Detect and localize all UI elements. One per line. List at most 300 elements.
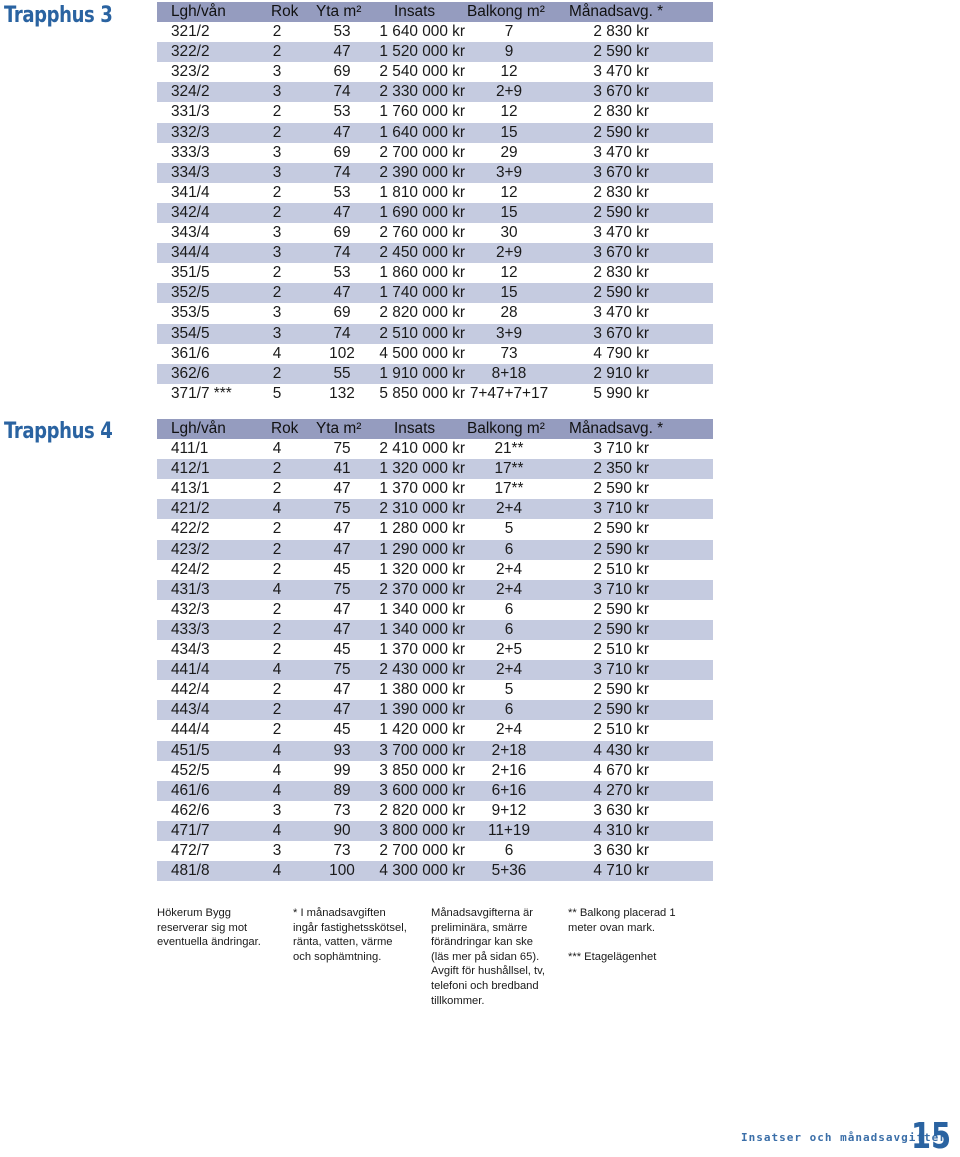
- table-cell: 2: [272, 23, 282, 41]
- table-cell: 354/5: [171, 324, 210, 342]
- table-cell: 2+16: [491, 761, 527, 779]
- table-cell: 4: [272, 440, 282, 458]
- table-cell: 2 590 kr: [593, 540, 649, 558]
- table-header-row: [157, 419, 713, 439]
- note-line: (läs mer på sidan 65).: [431, 950, 540, 963]
- table-cell: 2 390 000 kr: [379, 163, 465, 181]
- table-cell: 1 860 000 kr: [379, 264, 465, 282]
- table-cell: 413/1: [171, 480, 210, 498]
- table-cell: 2: [272, 721, 282, 739]
- table-cell: 15: [500, 284, 518, 302]
- table-cell: 53: [333, 103, 351, 121]
- table-cell: 431/3: [171, 580, 210, 598]
- table-cell: 73: [500, 344, 518, 362]
- table-cell: 444/4: [171, 721, 210, 739]
- table-row: [157, 620, 713, 640]
- table-cell: 2+5: [495, 641, 523, 659]
- column-header: Yta m²: [316, 3, 362, 20]
- table-cell: 12: [500, 63, 518, 81]
- table-cell: 1 910 000 kr: [379, 364, 465, 382]
- table-cell: 4 310 kr: [593, 821, 649, 839]
- table-cell: 1 640 000 kr: [379, 123, 465, 141]
- table-cell: 2: [272, 364, 282, 382]
- table-cell: 47: [333, 123, 351, 141]
- table-row: [157, 344, 713, 364]
- table-cell: 333/3: [171, 143, 210, 161]
- table-cell: 1 810 000 kr: [379, 183, 465, 201]
- table-cell: 3 710 kr: [593, 440, 649, 458]
- table-cell: 12: [500, 264, 518, 282]
- table-cell: 371/7 ***: [171, 384, 232, 402]
- table-cell: 2: [272, 203, 282, 221]
- table-cell: 344/4: [171, 244, 210, 262]
- table-cell: 442/4: [171, 681, 210, 699]
- note-line: eventuella ändringar.: [157, 936, 261, 949]
- table-cell: 6: [504, 841, 514, 859]
- table-cell: 1 370 000 kr: [379, 641, 465, 659]
- table-cell: 6: [504, 701, 514, 719]
- table-cell: 2+4: [495, 580, 523, 598]
- table-cell: 1 340 000 kr: [379, 620, 465, 638]
- table-cell: 2: [272, 480, 282, 498]
- table-cell: 2 310 000 kr: [379, 500, 465, 518]
- table-cell: 2 590 kr: [593, 600, 649, 618]
- table-cell: 3+9: [495, 163, 523, 181]
- table-cell: 1 420 000 kr: [379, 721, 465, 739]
- table-cell: 53: [333, 183, 351, 201]
- table-cell: 12: [500, 183, 518, 201]
- table-cell: 2 590 kr: [593, 620, 649, 638]
- table-cell: 2: [272, 540, 282, 558]
- table-cell: 2: [272, 620, 282, 638]
- table-cell: 6: [504, 620, 514, 638]
- table-cell: 75: [333, 661, 351, 679]
- table-row: [157, 761, 713, 781]
- note-preliminary-fees: [431, 906, 545, 1008]
- table-cell: 3 670 kr: [593, 163, 649, 181]
- table-cell: 1 380 000 kr: [379, 681, 465, 699]
- table-cell: 3 630 kr: [593, 801, 649, 819]
- table-cell: 53: [333, 23, 351, 41]
- table-cell: 47: [333, 701, 351, 719]
- table-cell: 74: [333, 163, 351, 181]
- table-cell: 4: [272, 821, 282, 839]
- column-header: Yta m²: [316, 420, 362, 437]
- table-cell: 2+4: [495, 721, 523, 739]
- table-row: [157, 303, 713, 323]
- table-cell: 3 670 kr: [593, 244, 649, 262]
- table-cell: 2: [272, 43, 282, 61]
- table-row: [157, 143, 713, 163]
- note-line: ** Balkong placerad 1: [568, 907, 676, 919]
- apartment-table-trapphus-3: [157, 2, 713, 404]
- table-cell: 4: [272, 781, 282, 799]
- table-cell: 2 590 kr: [593, 681, 649, 699]
- note-line: och sophämtning.: [293, 950, 382, 963]
- column-header: Balkong m²: [467, 420, 545, 437]
- column-header: Rok: [271, 420, 299, 437]
- table-row: [157, 499, 713, 519]
- table-cell: 30: [500, 224, 518, 242]
- column-header: Lgh/vån: [171, 420, 226, 437]
- note-line: Avgift för hushållsel, tv,: [431, 965, 545, 978]
- table-cell: 47: [333, 520, 351, 538]
- table-cell: 15: [500, 123, 518, 141]
- table-row: [157, 479, 713, 499]
- table-cell: 3: [272, 63, 282, 81]
- table-row: [157, 741, 713, 761]
- table-row: [157, 384, 713, 404]
- table-cell: 73: [333, 801, 351, 819]
- table-cell: 1 320 000 kr: [379, 560, 465, 578]
- table-cell: 9+12: [491, 801, 527, 819]
- table-cell: 3+9: [495, 324, 523, 342]
- table-cell: 47: [333, 600, 351, 618]
- table-cell: 2 820 000 kr: [379, 801, 465, 819]
- table-cell: 3 700 000 kr: [379, 741, 465, 759]
- table-cell: 47: [333, 43, 351, 61]
- table-cell: 334/3: [171, 163, 210, 181]
- table-cell: 331/3: [171, 103, 210, 121]
- table-cell: 29: [500, 143, 518, 161]
- table-cell: 471/7: [171, 821, 210, 839]
- column-header: Lgh/vån: [171, 3, 226, 20]
- column-header: Månadsavg. *: [569, 3, 664, 20]
- table-cell: 73: [333, 841, 351, 859]
- table-cell: 2: [272, 284, 282, 302]
- footer-section-label: Insatser och månadsavgifter: [741, 1131, 947, 1144]
- table-cell: 361/6: [171, 344, 210, 362]
- table-cell: 47: [333, 480, 351, 498]
- table-cell: 472/7: [171, 841, 210, 859]
- table-cell: 11+19: [487, 821, 531, 839]
- table-cell: 2 410 000 kr: [379, 440, 465, 458]
- table-cell: 3 800 000 kr: [379, 821, 465, 839]
- column-header: Balkong m²: [467, 3, 545, 20]
- column-header: Insats: [394, 3, 436, 20]
- table-cell: 2 450 000 kr: [379, 244, 465, 262]
- note-balcony-footnotes: [568, 906, 676, 964]
- table-row: [157, 102, 713, 122]
- table-cell: 3: [272, 224, 282, 242]
- table-cell: 2 590 kr: [593, 284, 649, 302]
- table-cell: 2 590 kr: [593, 480, 649, 498]
- table-cell: 3 600 000 kr: [379, 781, 465, 799]
- note-line: * I månadsavgiften: [293, 907, 386, 919]
- table-cell: 1 760 000 kr: [379, 103, 465, 121]
- table-cell: 2 590 kr: [593, 520, 649, 538]
- table-cell: 3 630 kr: [593, 841, 649, 859]
- table-cell: 4 270 kr: [593, 781, 649, 799]
- table-row: [157, 439, 713, 459]
- note-line: Månadsavgifterna är: [431, 907, 533, 919]
- note-line: förändringar kan ske: [431, 936, 533, 949]
- table-cell: 75: [333, 440, 351, 458]
- table-cell: 2 820 000 kr: [379, 304, 465, 322]
- table-cell: 2: [272, 264, 282, 282]
- table-cell: 17**: [494, 480, 524, 498]
- table-cell: 1 390 000 kr: [379, 701, 465, 719]
- table-row: [157, 62, 713, 82]
- table-row: [157, 821, 713, 841]
- note-line: preliminära, smärre: [431, 921, 528, 934]
- table-row: [157, 243, 713, 263]
- table-cell: 3 670 kr: [593, 324, 649, 342]
- table-cell: 2 700 000 kr: [379, 143, 465, 161]
- table-cell: 443/4: [171, 701, 210, 719]
- note-line: Hökerum Bygg: [157, 907, 231, 919]
- table-cell: 323/2: [171, 63, 210, 81]
- table-cell: 2: [272, 701, 282, 719]
- table-cell: 69: [333, 224, 351, 242]
- table-row: [157, 223, 713, 243]
- table-cell: 341/4: [171, 183, 210, 201]
- note-line: *** Etagelägenhet: [568, 950, 657, 963]
- table-row: [157, 364, 713, 384]
- table-cell: 2 510 kr: [593, 721, 649, 739]
- table-cell: 423/2: [171, 540, 210, 558]
- table-cell: 4: [272, 661, 282, 679]
- table-row: [157, 183, 713, 203]
- table-cell: 452/5: [171, 761, 210, 779]
- table-cell: 2: [272, 460, 282, 478]
- section-title-trapphus-3: Trapphus 3: [4, 3, 113, 28]
- table-cell: 2 700 000 kr: [379, 841, 465, 859]
- table-cell: 362/6: [171, 364, 210, 382]
- table-cell: 4: [272, 761, 282, 779]
- table-cell: 12: [500, 103, 518, 121]
- note-line: reserverar sig mot: [157, 921, 248, 934]
- column-header: Rok: [271, 3, 299, 20]
- table-cell: 6+16: [491, 781, 527, 799]
- table-cell: 41: [333, 460, 351, 478]
- table-header-row: [157, 2, 713, 22]
- table-cell: 6: [504, 600, 514, 618]
- table-cell: 47: [333, 681, 351, 699]
- table-row: [157, 801, 713, 821]
- table-cell: 3: [272, 304, 282, 322]
- table-cell: 75: [333, 580, 351, 598]
- table-row: [157, 680, 713, 700]
- table-cell: 342/4: [171, 203, 210, 221]
- table-cell: 1 640 000 kr: [379, 23, 465, 41]
- table-cell: 3: [272, 244, 282, 262]
- table-cell: 4 670 kr: [593, 761, 649, 779]
- table-cell: 74: [333, 324, 351, 342]
- section-title-trapphus-4: Trapphus 4: [4, 419, 113, 444]
- table-cell: 2 590 kr: [593, 203, 649, 221]
- table-cell: 2+4: [495, 560, 523, 578]
- table-cell: 3 710 kr: [593, 500, 649, 518]
- table-cell: 2 590 kr: [593, 123, 649, 141]
- table-cell: 1 690 000 kr: [379, 203, 465, 221]
- table-row: [157, 324, 713, 344]
- table-cell: 99: [333, 761, 351, 779]
- table-cell: 2: [272, 681, 282, 699]
- table-cell: 6: [504, 540, 514, 558]
- table-cell: 3: [272, 841, 282, 859]
- table-row: [157, 640, 713, 660]
- table-cell: 2 370 000 kr: [379, 580, 465, 598]
- table-cell: 4: [272, 500, 282, 518]
- table-cell: 3: [272, 143, 282, 161]
- table-cell: 461/6: [171, 781, 210, 799]
- apartment-table-trapphus-4: [157, 419, 713, 881]
- table-row: [157, 540, 713, 560]
- table-row: [157, 203, 713, 223]
- table-cell: 1 370 000 kr: [379, 480, 465, 498]
- table-cell: 2 830 kr: [593, 23, 649, 41]
- note-line: tillkommer.: [431, 994, 485, 1007]
- table-cell: 353/5: [171, 304, 210, 322]
- table-cell: 132: [329, 384, 355, 402]
- table-cell: 93: [333, 741, 351, 759]
- table-cell: 3 710 kr: [593, 580, 649, 598]
- table-row: [157, 841, 713, 861]
- table-cell: 3 470 kr: [593, 63, 649, 81]
- table-cell: 1 320 000 kr: [379, 460, 465, 478]
- table-cell: 47: [333, 620, 351, 638]
- table-cell: 2 510 kr: [593, 560, 649, 578]
- note-monthly-fee-includes: [293, 906, 407, 964]
- table-cell: 74: [333, 83, 351, 101]
- table-row: [157, 600, 713, 620]
- table-cell: 45: [333, 641, 351, 659]
- table-cell: 434/3: [171, 641, 210, 659]
- table-cell: 2: [272, 520, 282, 538]
- table-row: [157, 123, 713, 143]
- table-cell: 1 520 000 kr: [379, 43, 465, 61]
- table-cell: 2 830 kr: [593, 103, 649, 121]
- table-cell: 69: [333, 304, 351, 322]
- table-cell: 2 910 kr: [593, 364, 649, 382]
- table-cell: 2: [272, 183, 282, 201]
- table-cell: 47: [333, 284, 351, 302]
- note-line: ingår fastighetsskötsel,: [293, 921, 407, 934]
- table-cell: 69: [333, 63, 351, 81]
- table-cell: 411/1: [171, 440, 209, 458]
- table-cell: 2 330 000 kr: [379, 83, 465, 101]
- table-cell: 3: [272, 163, 282, 181]
- table-cell: 45: [333, 560, 351, 578]
- table-cell: 5+36: [491, 862, 527, 880]
- table-cell: 2 590 kr: [593, 701, 649, 719]
- table-cell: 2: [272, 600, 282, 618]
- table-row: [157, 781, 713, 801]
- table-cell: 352/5: [171, 284, 210, 302]
- table-cell: 55: [333, 364, 351, 382]
- table-cell: 421/2: [171, 500, 210, 518]
- table-cell: 74: [333, 244, 351, 262]
- table-cell: 90: [333, 821, 351, 839]
- table-cell: 4 500 000 kr: [379, 344, 465, 362]
- table-cell: 1 280 000 kr: [379, 520, 465, 538]
- column-header: Insats: [394, 420, 436, 437]
- table-cell: 1 290 000 kr: [379, 540, 465, 558]
- table-cell: 4: [272, 862, 282, 880]
- table-cell: 89: [333, 781, 351, 799]
- table-row: [157, 163, 713, 183]
- note-line: [568, 935, 676, 950]
- table-cell: 2 350 kr: [593, 460, 649, 478]
- table-cell: 3 470 kr: [593, 224, 649, 242]
- table-cell: 47: [333, 203, 351, 221]
- table-cell: 3 470 kr: [593, 304, 649, 322]
- table-cell: 322/2: [171, 43, 210, 61]
- table-row: [157, 700, 713, 720]
- page-number: 15: [911, 1116, 952, 1157]
- table-row: [157, 42, 713, 62]
- table-cell: 9: [504, 43, 514, 61]
- table-cell: 53: [333, 264, 351, 282]
- table-cell: 324/2: [171, 83, 210, 101]
- table-cell: 2 430 000 kr: [379, 661, 465, 679]
- table-row: [157, 82, 713, 102]
- note-line: meter ovan mark.: [568, 921, 656, 934]
- note-line: telefoni och bredband: [431, 979, 539, 992]
- table-row: [157, 263, 713, 283]
- table-cell: 1 340 000 kr: [379, 600, 465, 618]
- table-cell: 2 510 kr: [593, 641, 649, 659]
- table-cell: 4: [272, 580, 282, 598]
- table-cell: 17**: [494, 460, 524, 478]
- table-cell: 100: [329, 862, 355, 880]
- table-row: [157, 720, 713, 740]
- table-row: [157, 283, 713, 303]
- table-cell: 47: [333, 540, 351, 558]
- table-cell: 412/1: [171, 460, 210, 478]
- table-cell: 15: [500, 203, 518, 221]
- table-cell: 2: [272, 560, 282, 578]
- table-cell: 4 790 kr: [593, 344, 649, 362]
- table-cell: 2+4: [495, 500, 523, 518]
- table-cell: 422/2: [171, 520, 210, 538]
- table-row: [157, 22, 713, 42]
- table-cell: 332/3: [171, 123, 210, 141]
- table-cell: 2 760 000 kr: [379, 224, 465, 242]
- table-cell: 8+18: [491, 364, 527, 382]
- table-cell: 441/4: [171, 661, 210, 679]
- table-cell: 2 590 kr: [593, 43, 649, 61]
- table-cell: 3 670 kr: [593, 83, 649, 101]
- table-cell: 2+9: [495, 83, 523, 101]
- table-cell: 2: [272, 103, 282, 121]
- note-line: ränta, vatten, värme: [293, 936, 393, 949]
- table-cell: 3 470 kr: [593, 143, 649, 161]
- table-cell: 2 540 000 kr: [379, 63, 465, 81]
- table-cell: 2 830 kr: [593, 183, 649, 201]
- table-cell: 5: [504, 520, 514, 538]
- table-cell: 4 710 kr: [593, 862, 649, 880]
- table-cell: 424/2: [171, 560, 210, 578]
- table-cell: 28: [500, 304, 518, 322]
- table-cell: 343/4: [171, 224, 210, 242]
- table-cell: 3: [272, 83, 282, 101]
- table-cell: 4: [272, 344, 282, 362]
- table-row: [157, 660, 713, 680]
- table-cell: 2+18: [491, 741, 527, 759]
- table-cell: 7+47+7+17: [469, 384, 549, 402]
- table-cell: 2: [272, 641, 282, 659]
- table-row: [157, 459, 713, 479]
- table-row: [157, 560, 713, 580]
- table-cell: 4 430 kr: [593, 741, 649, 759]
- table-cell: 351/5: [171, 264, 210, 282]
- table-cell: 3 850 000 kr: [379, 761, 465, 779]
- table-cell: 69: [333, 143, 351, 161]
- table-cell: 462/6: [171, 801, 210, 819]
- table-cell: 4 300 000 kr: [379, 862, 465, 880]
